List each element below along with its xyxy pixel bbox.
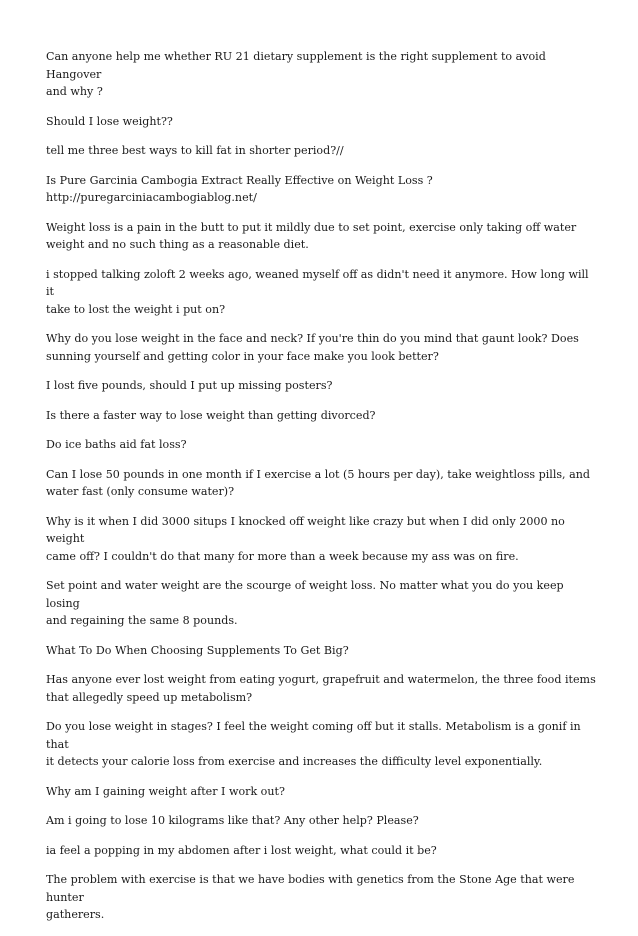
paragraph-water-weight: Set point and water weight are the scourge of weight loss. No matter what you do you keep losing and regaining the same 8 pounds. bbox=[46, 579, 564, 627]
paragraph-supplements-big: What To Do When Choosing Supplements To Get Big? bbox=[46, 643, 349, 657]
paragraph-popping-abdomen: ia feel a popping in my abdomen after i lost weight, what could it be? bbox=[46, 843, 437, 857]
paragraph-zoloft: i stopped talking zoloft 2 weeks ago, weaned myself off as didn't need it anymore. How long will it take to lost the weight i put on? bbox=[46, 267, 589, 316]
paragraph-ten-kilograms: Am i going to lose 10 kilograms like that? Any other help? Please? bbox=[46, 814, 419, 827]
paragraph-stone-age: The problem with exercise is that we have bodies with genetics from the Stone Age that were hunter gatherers. bbox=[46, 873, 575, 921]
paragraph-should-lose-weight: Should I lose weight?? bbox=[46, 114, 173, 128]
paragraph-situps: Why is it when I did 3000 situps I knocked off weight like crazy but when I did only 2000 no weight came off? I couldn't do that many for more than a week because my ass was on fire. bbox=[46, 514, 565, 563]
paragraph-three-best-ways: tell me three best ways to kill fat in shorter period?// bbox=[46, 144, 344, 157]
paragraph-face-neck: Why do you lose weight in the face and neck? If you're thin do you mind that gaunt look? Does sunning yourself and getting color in your face make you look better? bbox=[46, 332, 579, 363]
paragraph-divorced: Is there a faster way to lose weight than getting divorced? bbox=[46, 408, 376, 422]
paragraph-stages: Do you lose weight in stages? I feel the weight coming off but it stalls. Metabolism is a gonif in that it detects your calorie loss from exercise and increases the difficulty level exponentially. bbox=[46, 720, 581, 768]
paragraph-ru21-question: Can anyone help me whether RU 21 dietary supplement is the right supplement to avoid Hangover and why ? bbox=[46, 50, 546, 98]
paragraph-yogurt-grapefruit: Has anyone ever lost weight from eating yogurt, grapefruit and watermelon, the three food items that allegedly speed up metabolism? bbox=[46, 673, 596, 704]
document-page bbox=[46, 48, 596, 936]
paragraph-missing-posters: I lost five pounds, should I put up missing posters? bbox=[46, 379, 333, 392]
paragraph-gaining-weight: Why am I gaining weight after I work out? bbox=[46, 784, 285, 798]
paragraph-fifty-pounds: Can I lose 50 pounds in one month if I exercise a lot (5 hours per day), take weightloss pills, and water fast (only consume water)? bbox=[46, 467, 590, 498]
paragraph-garcinia-question: Is Pure Garcinia Cambogia Extract Really Effective on Weight Loss ? http://puregarciniacambogiablog.net/ bbox=[46, 173, 433, 204]
paragraph-set-point-pain: Weight loss is a pain in the butt to put it mildly due to set point, exercise only taking off water weight and no such thing as a reasonable diet. bbox=[46, 220, 577, 251]
paragraph-ice-baths: Do ice baths aid fat loss? bbox=[46, 438, 187, 451]
